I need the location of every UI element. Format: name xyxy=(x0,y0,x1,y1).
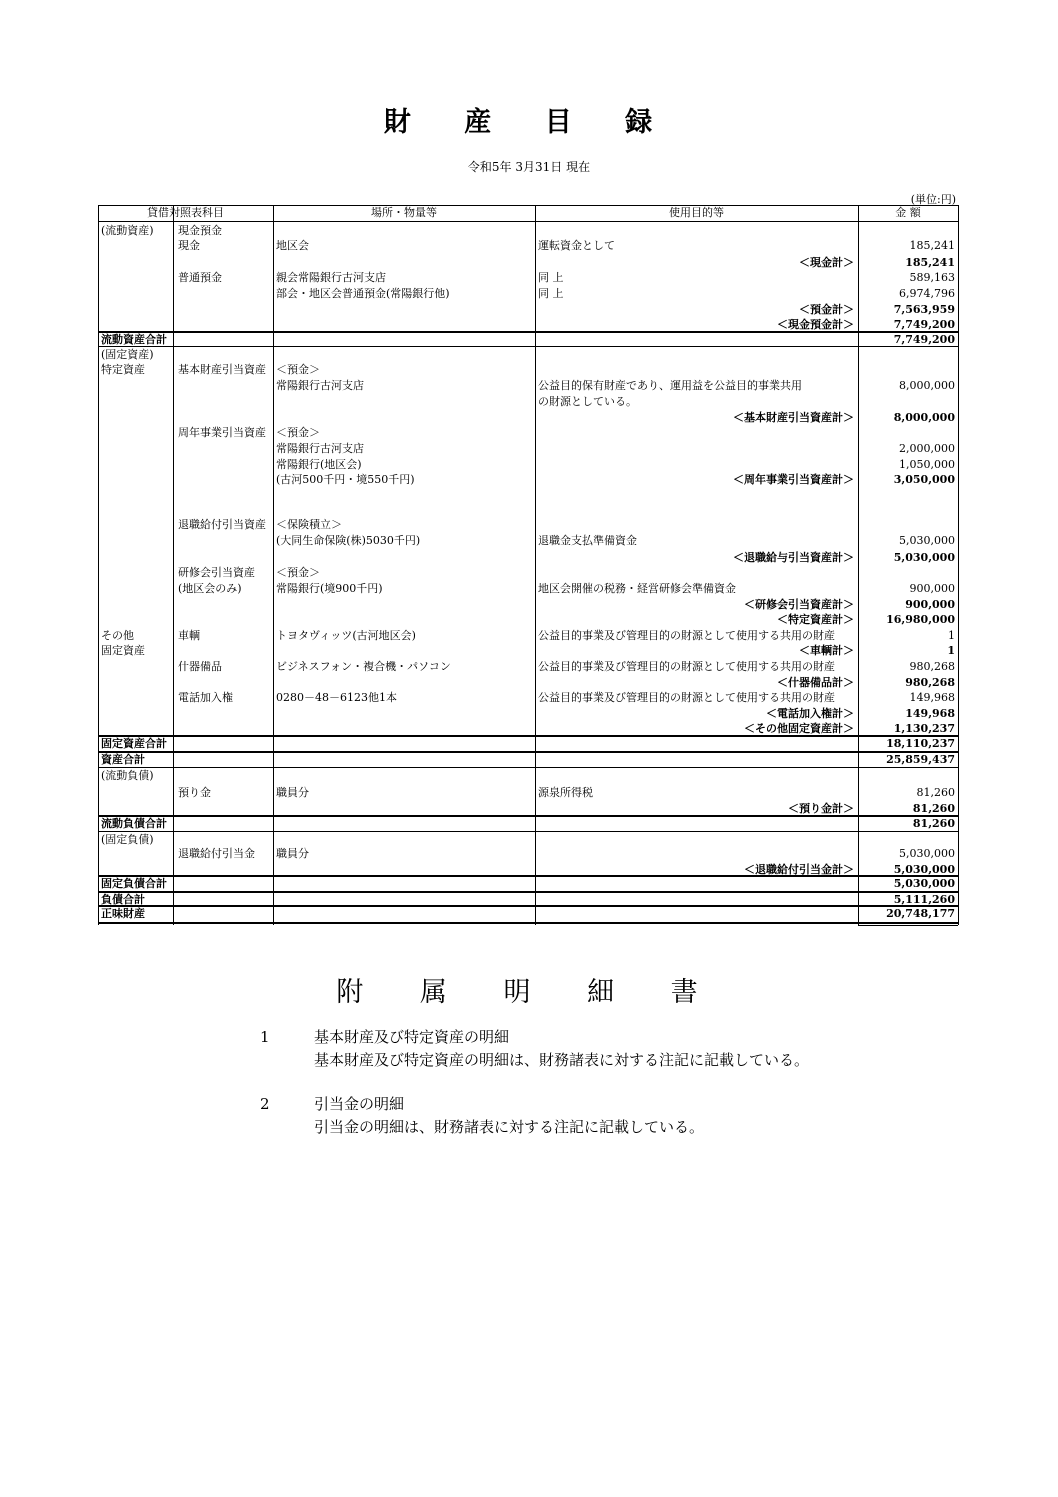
account-cell: (固定負債) xyxy=(101,833,154,846)
subaccount-cell: 周年事業引当資産 xyxy=(178,426,266,439)
amount-cell: 980,268 xyxy=(909,660,955,673)
amount-cell: 7,749,200 xyxy=(893,333,955,346)
unit-label: (単位:円) xyxy=(910,193,956,206)
purpose-cell: 地区会開催の税務・経営研修会準備資金 xyxy=(538,582,736,595)
subaccount-cell: 基本財産引当資産 xyxy=(178,363,266,376)
appendix-item-text: 引当金の明細は、財務諸表に対する注記に記載している。 xyxy=(314,1118,705,1136)
amount-cell: 1 xyxy=(948,629,955,642)
amount-cell: 18,110,237 xyxy=(886,737,955,750)
amount-cell: 8,000,000 xyxy=(899,379,955,392)
location-cell: 常陽銀行古河支店 xyxy=(276,442,364,455)
subaccount-cell: 車輌 xyxy=(178,629,200,642)
amount-cell: 2,000,000 xyxy=(899,442,955,455)
amount-cell: 5,030,000 xyxy=(899,534,955,547)
appendix-item-number: 1 xyxy=(260,1028,270,1046)
location-cell: 0280－48－6123他1本 xyxy=(276,691,397,704)
subaccount-cell: 現金 xyxy=(178,239,200,252)
purpose-cell: ＜現金預金計＞ xyxy=(777,318,854,331)
purpose-cell: 同 上 xyxy=(538,287,564,300)
amount-cell: 5,030,000 xyxy=(899,847,955,860)
subaccount-cell: 研修会引当資産 xyxy=(178,566,255,579)
purpose-cell: 退職金支払準備資金 xyxy=(538,534,637,547)
amount-cell: 5,030,000 xyxy=(893,877,955,890)
row-rule xyxy=(858,922,958,923)
location-cell: ＜預金＞ xyxy=(276,363,320,376)
purpose-cell: 公益目的保有財産であり、運用益を公益目的事業共用 xyxy=(538,379,802,392)
appendix-title: 附 属 明 細 書 xyxy=(336,977,722,1008)
row-rule xyxy=(98,831,958,832)
column-header: 使用目的等 xyxy=(669,206,724,219)
location-cell: 職員分 xyxy=(276,847,309,860)
appendix-item-text: 基本財産及び特定資産の明細は、財務諸表に対する注記に記載している。 xyxy=(314,1051,810,1069)
column-header: 貸借対照表科目 xyxy=(147,206,224,219)
amount-cell: 5,030,000 xyxy=(893,551,955,564)
amount-cell: 7,749,200 xyxy=(893,318,955,331)
purpose-cell: ＜退職給与引当資産計＞ xyxy=(733,551,854,564)
appendix-item-heading: 引当金の明細 xyxy=(314,1095,405,1113)
location-cell: トヨタヴィッツ(古河地区会) xyxy=(276,629,416,642)
location-cell: 親会常陽銀行古河支店 xyxy=(276,271,386,284)
amount-cell: 7,563,959 xyxy=(893,303,955,316)
purpose-cell: ＜退職給付引当金計＞ xyxy=(744,863,854,876)
amount-cell: 5,111,260 xyxy=(893,893,955,906)
subaccount-cell: 預り金 xyxy=(178,786,211,799)
subaccount-cell: 什器備品 xyxy=(178,660,222,673)
purpose-cell: ＜特定資産計＞ xyxy=(777,613,854,626)
location-cell: 常陽銀行(地区会) xyxy=(276,458,362,471)
purpose-cell: ＜車輌計＞ xyxy=(799,644,854,657)
amount-cell: 980,268 xyxy=(905,676,955,689)
location-cell: ＜保険積立＞ xyxy=(276,518,342,531)
account-cell: 特定資産 xyxy=(101,363,145,376)
property-inventory-table xyxy=(98,205,959,925)
amount-cell: 1 xyxy=(947,644,955,657)
account-cell: その他 xyxy=(101,629,134,642)
row-rule xyxy=(98,922,958,924)
location-cell: 常陽銀行古河支店 xyxy=(276,379,364,392)
amount-cell: 16,980,000 xyxy=(886,613,955,626)
subaccount-cell: 退職給付引当資産 xyxy=(178,518,266,531)
purpose-cell: ＜預金計＞ xyxy=(799,303,854,316)
column-rule xyxy=(858,205,859,925)
location-cell: (古河500千円・境550千円) xyxy=(276,473,415,486)
amount-cell: 81,260 xyxy=(912,817,955,830)
amount-cell: 6,974,796 xyxy=(899,287,955,300)
account-cell: 流動資産合計 xyxy=(101,333,167,346)
purpose-cell: ＜現金計＞ xyxy=(799,256,854,269)
subaccount-cell: 退職給付引当金 xyxy=(178,847,255,860)
amount-cell: 149,968 xyxy=(909,691,955,704)
account-cell: 資産合計 xyxy=(101,753,145,766)
location-cell: (大同生命保険(株)5030千円) xyxy=(276,534,421,547)
account-cell: 流動負債合計 xyxy=(101,817,167,830)
amount-cell: 8,000,000 xyxy=(893,411,955,424)
location-cell: ビジネスフォン・複合機・パソコン xyxy=(276,660,451,673)
column-rule xyxy=(98,205,99,925)
amount-cell: 1,050,000 xyxy=(899,458,955,471)
amount-cell: 900,000 xyxy=(905,598,955,611)
purpose-cell: ＜その他固定資産計＞ xyxy=(744,722,854,735)
column-rule xyxy=(535,205,536,925)
location-cell: ＜預金＞ xyxy=(276,426,320,439)
subaccount-cell: 普通預金 xyxy=(178,271,222,284)
purpose-cell: ＜什器備品計＞ xyxy=(777,676,854,689)
purpose-cell: ＜基本財産引当資産計＞ xyxy=(733,411,854,424)
purpose-cell: ＜研修会引当資産計＞ xyxy=(744,598,854,611)
account-cell: 固定負債合計 xyxy=(101,877,167,890)
location-cell: 部会・地区会普通預金(常陽銀行他) xyxy=(276,287,450,300)
amount-cell: 5,030,000 xyxy=(893,863,955,876)
amount-cell: 589,163 xyxy=(909,271,955,284)
account-cell: 負債合計 xyxy=(101,893,145,906)
account-cell: (流動資産) xyxy=(101,224,154,237)
amount-cell: 900,000 xyxy=(909,582,955,595)
column-header: 金 額 xyxy=(895,206,921,219)
amount-cell: 20,748,177 xyxy=(886,907,955,920)
purpose-cell: ＜周年事業引当資産計＞ xyxy=(733,473,854,486)
column-rule xyxy=(958,205,959,925)
amount-cell: 81,260 xyxy=(916,786,955,799)
purpose-cell: 公益目的事業及び管理目的の財源として使用する共用の財産 xyxy=(538,629,835,642)
account-cell: (流動負債) xyxy=(101,769,154,782)
purpose-cell: 公益目的事業及び管理目的の財源として使用する共用の財産 xyxy=(538,660,835,673)
document-title: 財 産 目 録 xyxy=(383,107,675,138)
account-cell: 固定資産合計 xyxy=(101,737,167,750)
purpose-cell: ＜預り金計＞ xyxy=(788,802,854,815)
amount-cell: 3,050,000 xyxy=(893,473,955,486)
amount-cell: 185,241 xyxy=(905,256,955,269)
purpose-cell: 公益目的事業及び管理目的の財源として使用する共用の財産 xyxy=(538,691,835,704)
purpose-cell: 運転資金として xyxy=(538,239,615,252)
subaccount-cell: (地区会のみ) xyxy=(178,582,242,595)
purpose-cell: ＜電話加入権計＞ xyxy=(766,707,854,720)
account-cell: 正味財産 xyxy=(101,907,145,920)
row-rule xyxy=(98,221,958,222)
amount-cell: 81,260 xyxy=(912,802,955,815)
amount-cell: 25,859,437 xyxy=(886,753,955,766)
subaccount-cell: 電話加入権 xyxy=(178,691,233,704)
appendix-item-heading: 基本財産及び特定資産の明細 xyxy=(314,1028,510,1046)
amount-cell: 185,241 xyxy=(909,239,955,252)
appendix-item-number: 2 xyxy=(260,1095,270,1113)
location-cell: 職員分 xyxy=(276,786,309,799)
row-rule xyxy=(858,925,958,926)
amount-cell: 1,130,237 xyxy=(893,722,955,735)
amount-cell: 149,968 xyxy=(905,707,955,720)
subaccount-cell: 現金預金 xyxy=(178,224,222,237)
purpose-cell: 源泉所得税 xyxy=(538,786,593,799)
column-header: 場所・物量等 xyxy=(371,206,437,219)
location-cell: 地区会 xyxy=(276,239,309,252)
purpose-cell: 同 上 xyxy=(538,271,564,284)
row-rule xyxy=(98,767,958,768)
purpose-cell: の財源としている。 xyxy=(538,395,637,408)
as-of-date: 令和5年 3月31日 現在 xyxy=(467,160,591,174)
location-cell: 常陽銀行(境900千円) xyxy=(276,582,383,595)
account-cell: (固定資産) xyxy=(101,348,154,361)
location-cell: ＜預金＞ xyxy=(276,566,320,579)
account-cell: 固定資産 xyxy=(101,644,145,657)
